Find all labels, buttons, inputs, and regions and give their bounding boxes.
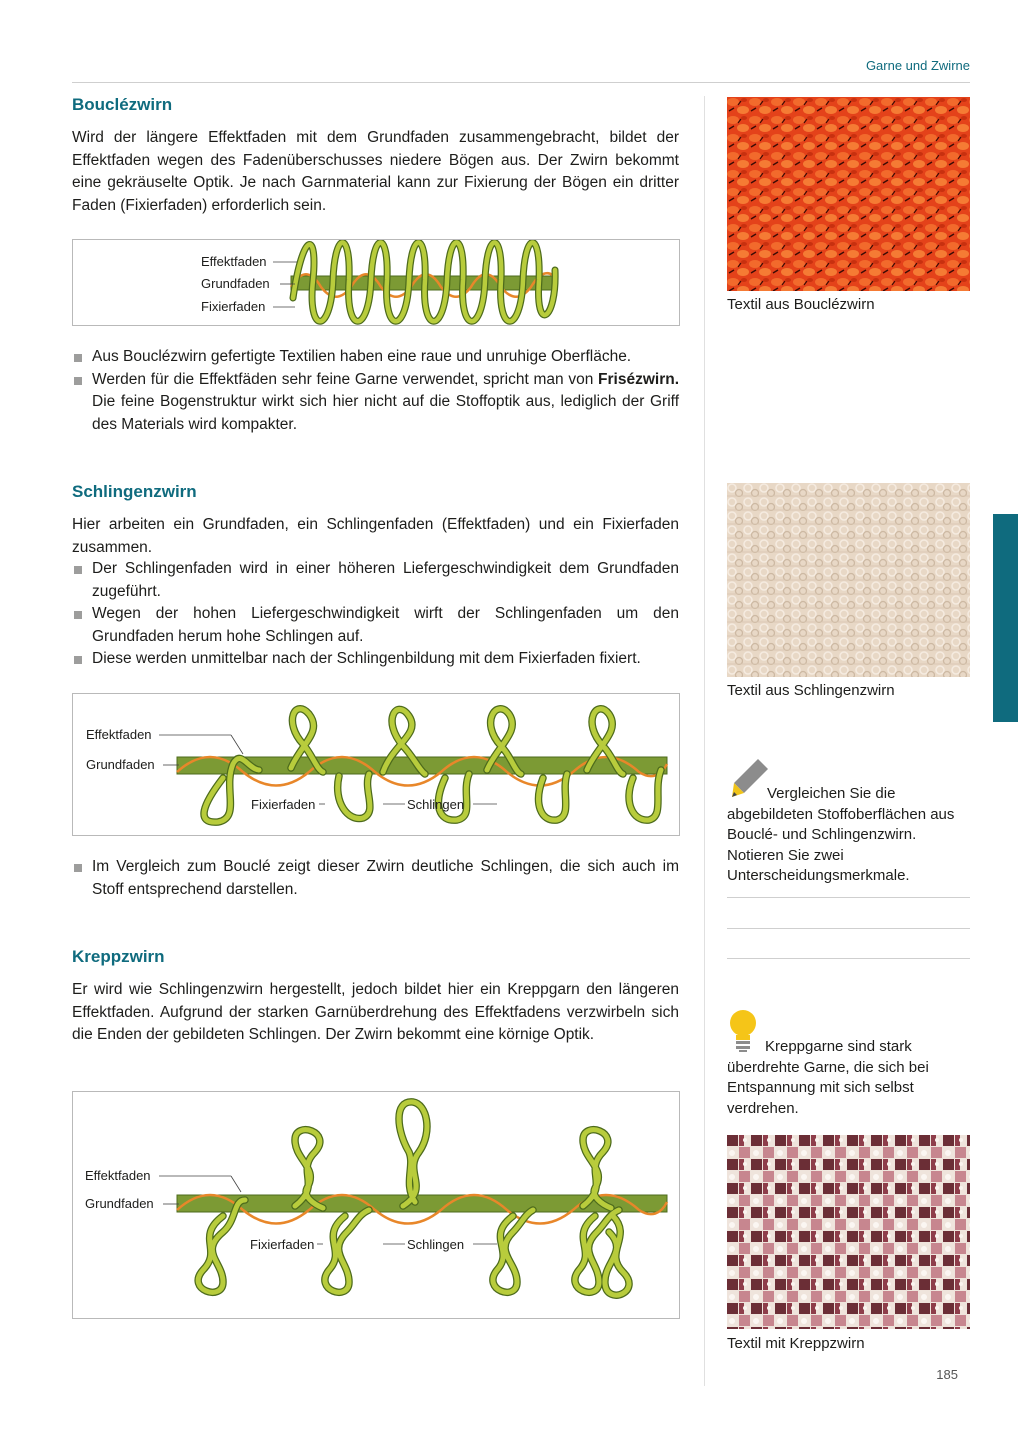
label-fixierfaden: Fixierfaden — [201, 299, 266, 314]
writing-line — [727, 958, 970, 959]
tip-note: Kreppgarne sind stark überdrehte Garne, die sich bei Entspannung mit sich selbst verdrehen. — [727, 1038, 929, 1117]
writing-line — [727, 897, 970, 898]
schlingen-after-bullets — [72, 856, 679, 901]
schlingen-bullets — [72, 558, 679, 671]
list-item: Aus Bouclézwirn gefertigte Textilien haben eine raue und unruhige Oberfläche. — [72, 346, 679, 369]
krepp-diagram — [72, 1091, 680, 1319]
boucle-bullets — [72, 346, 679, 436]
label-fixierfaden: Fixierfaden — [250, 1237, 315, 1252]
boucle-fabric-photo — [727, 97, 970, 291]
list-item: Wegen der hohen Liefergeschwindigkeit wirft der Schlingenfaden um den Grundfaden herum hohe Schlingen auf. — [72, 603, 679, 648]
boucle-diagram-svg — [73, 240, 679, 325]
krepp-diagram-svg — [73, 1092, 679, 1318]
writing-line — [727, 928, 970, 929]
label-effektfaden: Effektfaden — [85, 1168, 151, 1183]
label-effektfaden: Effektfaden — [201, 254, 267, 269]
schlingen-diagram — [72, 693, 680, 836]
krepp-intro: Er wird wie Schlingenzwirn hergestellt, jedoch bildet hier ein Kreppgarn den längeren Effektfaden. Aufgrund der starken Garnüberdrehung des Effektfadens verzwirbeln sich die Enden der gebildeten Schlingen. Der Zwirn bekommt eine körnige Optik. — [72, 981, 679, 1043]
label-fixierfaden: Fixierfaden — [251, 797, 316, 812]
section-title-schlingen: Schlingenzwirn — [72, 482, 197, 501]
list-item: Werden für die Effektfäden sehr feine Garne verwendet, spricht man von Frisézwirn. Die feine Bogenstruktur wirkt sich hier nicht auf die Stoffoptik aus, lediglich der Griff des Materials wird kompakter. — [72, 369, 679, 437]
label-schlingen: Schlingen — [407, 1237, 465, 1252]
page-number: 185 — [936, 1367, 958, 1382]
task-note: Vergleichen Sie die abgebildeten Stoffoberflächen aus Bouclé- und Schlingenzwirn. Notieren Sie zwei Unterscheidungsmerkmale. — [727, 785, 955, 884]
section-title-boucle: Bouclézwirn — [72, 95, 173, 114]
schlingen-intro: Hier arbeiten ein Grundfaden, ein Schlingenfaden (Effektfaden) und ein Fixierfaden zusammen. — [72, 516, 679, 556]
header-rule — [72, 82, 970, 83]
boucle-intro: Wird der längere Effektfaden mit dem Grundfaden zusammengebracht, bildet der Effektfaden wegen des Fadenüberschusses niedere Bögen aus. Der Zwirn bekommt eine gekräuselte Optik. Je nach Garnmaterial kann zur Fixierung der Bögen ein dritter Faden (Fixierfaden) erforderlich sein. — [72, 129, 679, 214]
label-grundfaden: Grundfaden — [85, 1196, 154, 1211]
leader-line — [231, 735, 243, 754]
term-frisezwirn: Frisézwirn. — [598, 370, 679, 388]
list-item: Der Schlingenfaden wird in einer höheren Liefergeschwindigkeit dem Grundfaden zugeführt. — [72, 558, 679, 603]
boucle-diagram — [72, 239, 680, 326]
list-item: Diese werden unmittelbar nach der Schlingenbildung mit dem Fixierfaden fixiert. — [72, 648, 679, 671]
label-grundfaden: Grundfaden — [201, 276, 270, 291]
label-grundfaden: Grundfaden — [86, 757, 155, 772]
label-schlingen: Schlingen — [407, 797, 465, 812]
caption-schlingen: Textil aus Schlingenzwirn — [727, 682, 895, 699]
column-divider — [704, 96, 705, 1386]
list-item: Im Vergleich zum Bouclé zeigt dieser Zwirn deutliche Schlingen, die sich auch im Stoff entsprechend darstellen. — [72, 856, 679, 901]
label-effektfaden: Effektfaden — [86, 727, 152, 742]
chapter-tab — [993, 514, 1018, 722]
krepp-fabric-photo — [727, 1135, 970, 1329]
schlingen-diagram-svg — [73, 694, 679, 835]
caption-boucle: Textil aus Bouclézwirn — [727, 296, 875, 313]
section-title-krepp: Kreppzwirn — [72, 947, 165, 966]
caption-krepp: Textil mit Kreppzwirn — [727, 1335, 865, 1352]
running-header: Garne und Zwirne — [865, 58, 970, 73]
schlingen-fabric-photo — [727, 483, 970, 677]
leader-line — [231, 1176, 241, 1192]
